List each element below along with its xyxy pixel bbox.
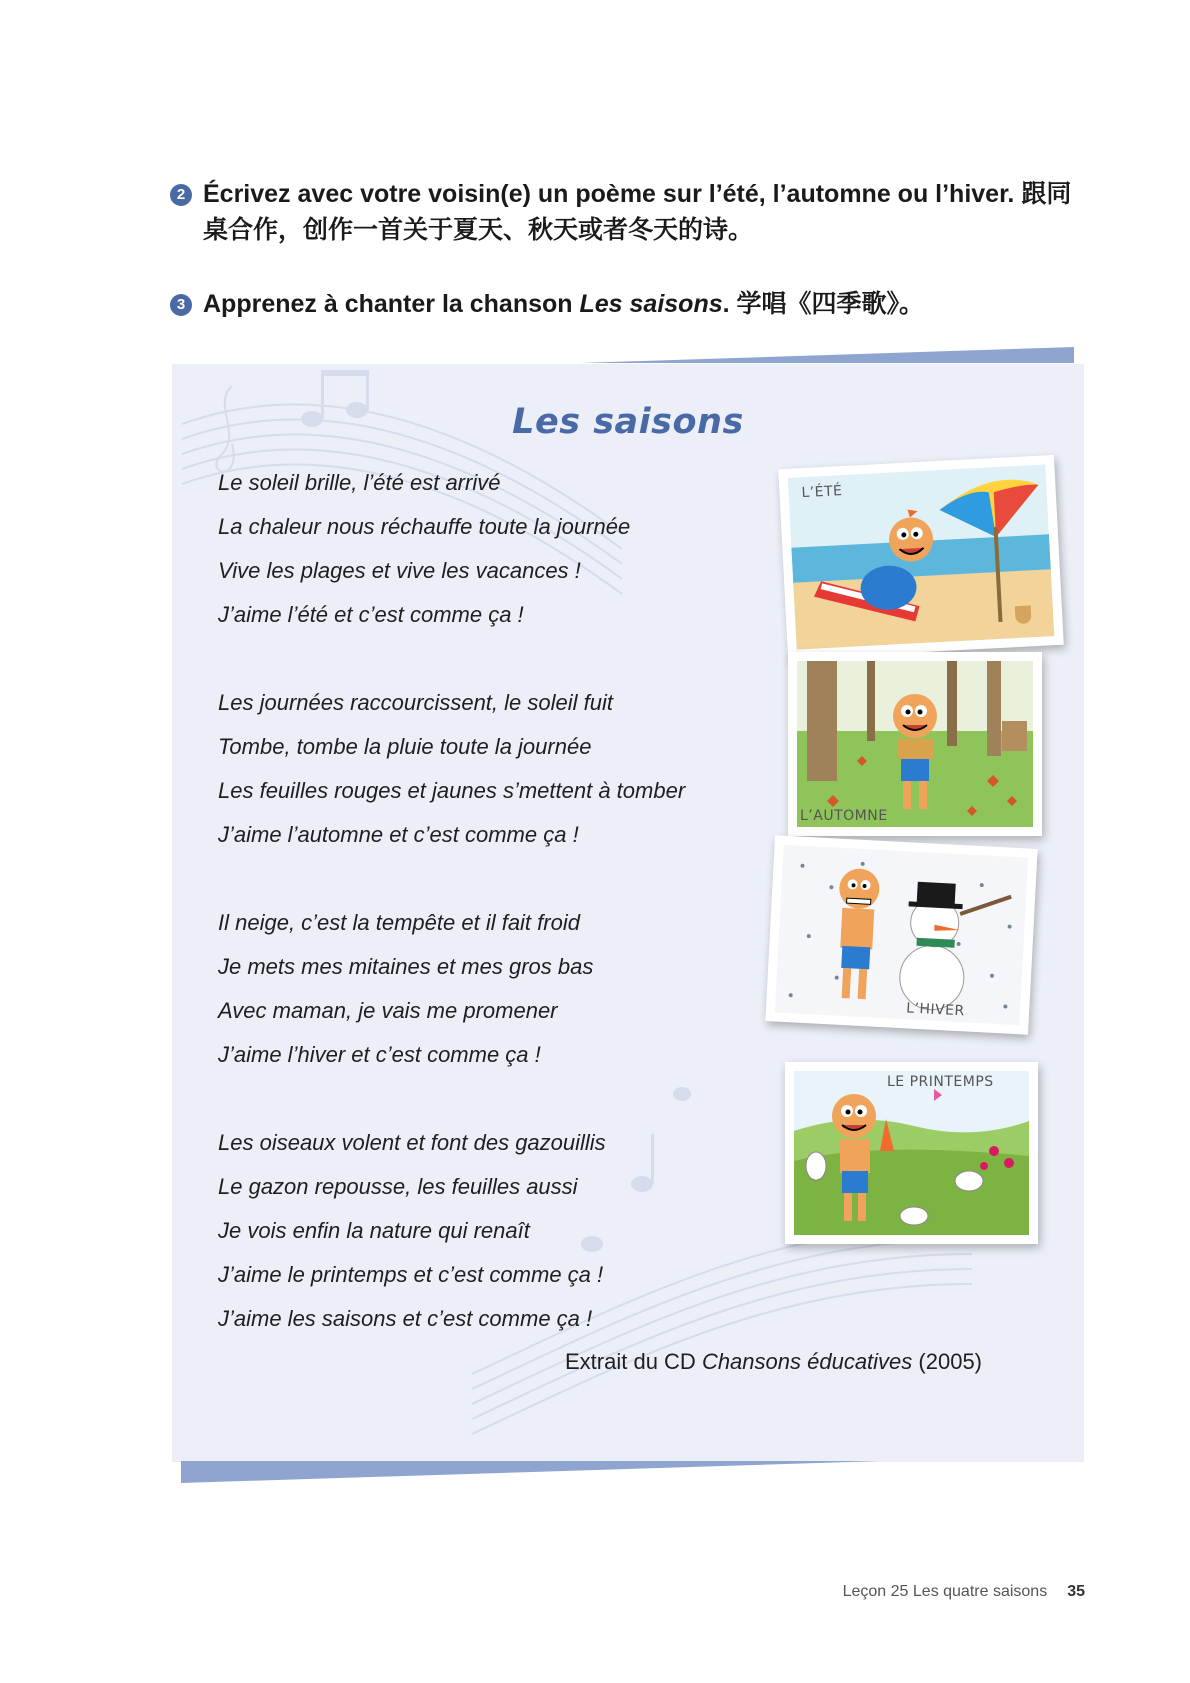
illustration-autumn — [788, 652, 1042, 836]
frame-accent-top — [580, 347, 1074, 363]
illustration-summer — [778, 455, 1064, 659]
page-footer — [843, 1583, 1085, 1601]
exercise-3-song-name: Les saisons — [579, 290, 723, 318]
credit-year: (2005) — [912, 1349, 983, 1374]
lyric-line: Il neige, c’est la tempête et il fait froid — [218, 910, 580, 935]
frame-accent-bottom — [181, 1461, 881, 1483]
exercise-2 — [170, 176, 1090, 248]
illustration-spring — [785, 1062, 1038, 1244]
spring-meadow-image — [794, 1071, 1029, 1235]
lyric-line: J’aime l’automne et c’est comme ça ! — [218, 822, 579, 847]
exercise-number-badge: 3 — [170, 294, 192, 316]
lyric-line: J’aime l’hiver et c’est comme ça ! — [218, 1042, 541, 1067]
autumn-park-image — [797, 661, 1033, 827]
lyric-line: Avec maman, je vais me promener — [218, 998, 558, 1023]
exercise-3-text — [203, 286, 1090, 322]
lyric-line: J’aime le printemps et c’est comme ça ! — [218, 1262, 604, 1287]
stanza-winter — [218, 901, 685, 1077]
illustration-winter — [765, 835, 1037, 1035]
caption-summer: L’ÉTÉ — [801, 483, 843, 502]
exercise-2-text: Écrivez avec votre voisin(e) un poème sur l’été, l’automne ou l’hiver. 跟同桌合作，创作一首关于夏天、秋天或者冬天的诗。 — [203, 180, 1072, 244]
winter-snowman-image — [775, 845, 1028, 1026]
stanza-autumn — [218, 681, 685, 857]
stanza-spring — [218, 1121, 685, 1341]
credit-prefix: Extrait du CD — [565, 1349, 702, 1374]
song-title: Les saisons — [512, 402, 744, 442]
lyric-line: Tombe, tombe la pluie toute la journée — [218, 734, 592, 759]
exercise-3-text-before: Apprenez à chanter la chanson — [203, 290, 580, 318]
lesson-label: Leçon 25 Les quatre saisons — [842, 1583, 1048, 1600]
caption-spring: LE PRINTEMPS — [887, 1074, 994, 1090]
lyric-line: Le gazon repousse, les feuilles aussi — [218, 1174, 578, 1199]
caption-autumn: L’AUTOMNE — [800, 808, 888, 824]
lyric-line: Les oiseaux volent et font des gazouillis — [218, 1130, 606, 1155]
lyric-line: J’aime l’été et c’est comme ça ! — [218, 602, 524, 627]
page-number: 35 — [1067, 1583, 1085, 1600]
lyric-line: Le soleil brille, l’été est arrivé — [218, 470, 501, 495]
lyric-line: Je vois enfin la nature qui renaît — [218, 1218, 530, 1243]
song-credit — [565, 1349, 982, 1375]
exercise-3-text-after: . 学唱《四季歌》。 — [722, 290, 925, 318]
lyric-line: La chaleur nous réchauffe toute la journée — [218, 514, 631, 539]
exercise-number-badge: 2 — [170, 184, 192, 206]
caption-winter: L’HIVER — [905, 1000, 966, 1020]
credit-album-title: Chansons éducatives — [701, 1349, 913, 1374]
lyric-line: Vive les plages et vive les vacances ! — [218, 558, 581, 583]
stanza-summer — [218, 461, 685, 637]
lyric-line: Je mets mes mitaines et mes gros bas — [218, 954, 594, 979]
lyric-line: Les journées raccourcissent, le soleil fuit — [218, 690, 613, 715]
exercise-3 — [170, 286, 1090, 322]
lyric-line: J’aime les saisons et c’est comme ça ! — [218, 1306, 593, 1331]
lyric-line: Les feuilles rouges et jaunes s’mettent à tomber — [218, 778, 686, 803]
song-lyrics — [218, 461, 685, 1385]
